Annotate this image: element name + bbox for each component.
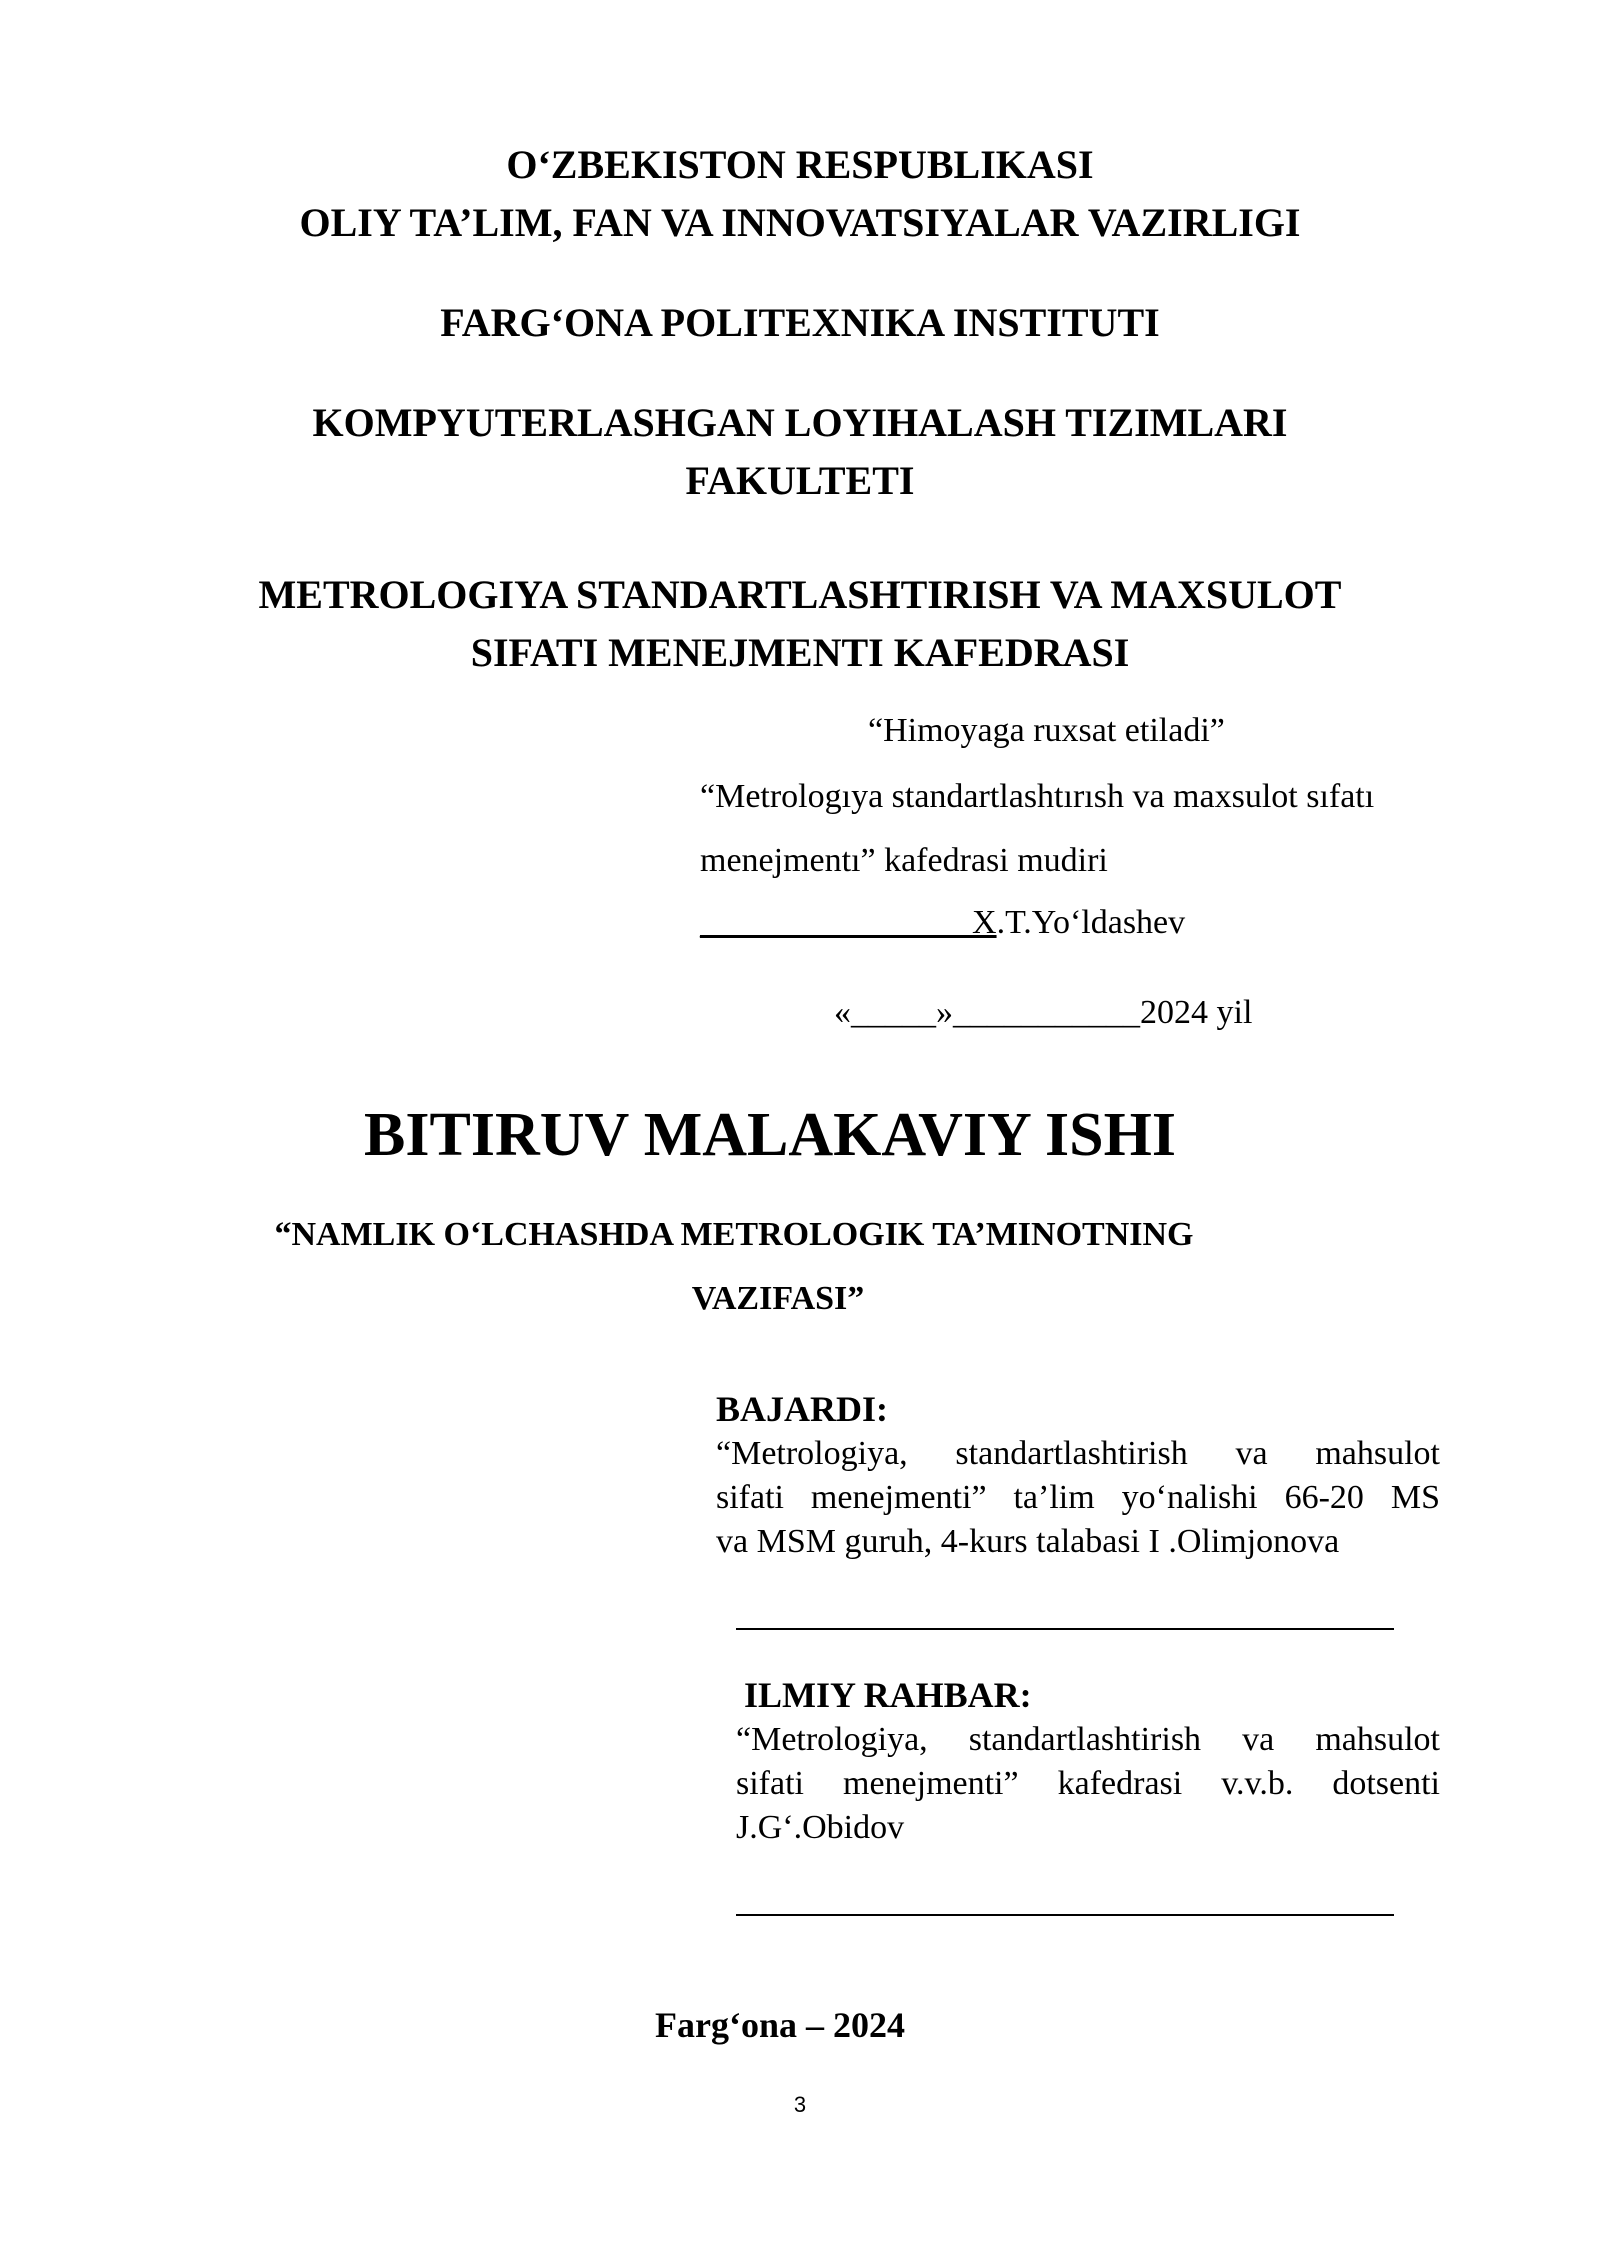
header-ministry: OLIY TA’LIM, FAN VA INNOVATSIYALAR VAZIRLIGI [299, 200, 1301, 245]
supervisor-signature-line [736, 1914, 1394, 1916]
date-close-quote: » [936, 994, 953, 1031]
approval-date [834, 994, 1594, 1032]
header-faculty-line2: FAKULTETI [685, 458, 915, 503]
footer-city-year: Farg‘ona – 2024 [655, 2005, 905, 2045]
topic-line1: “NAMLIK O‘LCHASHDA METROLOGIK TA’MINOTNING [274, 1216, 1194, 1253]
date-day-blank: _____ [851, 994, 936, 1031]
approval-dept-line2: menejmentı” kafedrasi mudiri [700, 842, 1108, 879]
approval-dept-line1: “Metrologıya standartlashtırısh va maxsulot sıfatı [700, 778, 1375, 815]
supervisor-text [736, 1718, 1440, 1850]
approval-permission: “Himoyaga ruxsat etiladi” [868, 712, 1225, 749]
date-month-blank: ___________ [953, 994, 1140, 1031]
approval-head-name: .T.Yo‘ldashev [996, 904, 1186, 941]
approval-signature-blank: ________________ [700, 904, 972, 941]
date-year: 2024 yil [1140, 994, 1253, 1031]
performer-signature-line [736, 1628, 1394, 1630]
approval-signature [700, 904, 1460, 942]
topic-line2: VAZIFASI” [691, 1280, 865, 1317]
work-type-title: BITIRUV MALAKAVIY ISHI [364, 1101, 1176, 1169]
header-department-line1: METROLOGIYA STANDARTLASHTIRISH VA MAXSULOT [258, 572, 1342, 617]
supervisor-heading: ILMIY RAHBAR: [744, 1675, 1032, 1715]
page-number: 3 [793, 2092, 807, 2117]
performer-heading: BAJARDI: [716, 1389, 889, 1429]
supervisor-line1: “Metrologiya, standartlashtirish va mahsulot [736, 1721, 1440, 1758]
header-department-line2: SIFATI MENEJMENTI KAFEDRASI [470, 630, 1130, 675]
supervisor-line2: sifati menejmenti” kafedrasi v.v.b. dotsenti [736, 1765, 1440, 1802]
header-institute: FARG‘ONA POLITEXNIKA INSTITUTI [440, 300, 1160, 345]
performer-line3: va MSM guruh, 4-kurs talabasi I .Olimjonova [716, 1523, 1340, 1560]
performer-text [716, 1432, 1440, 1564]
header-faculty-line1: KOMPYUTERLASHGAN LOYIHALASH TIZIMLARI [312, 400, 1288, 445]
header-republic: O‘ZBEKISTON RESPUBLIKASI [506, 142, 1094, 187]
approval-head-initial: X [972, 904, 997, 941]
performer-line2: sifati menejmenti” ta’lim yo‘nalishi 66-20 MS [716, 1479, 1440, 1516]
date-open-quote: « [834, 994, 851, 1031]
supervisor-line3: J.G‘.Obidov [736, 1809, 905, 1846]
performer-line1: “Metrologiya, standartlashtirish va mahsulot [716, 1435, 1440, 1472]
